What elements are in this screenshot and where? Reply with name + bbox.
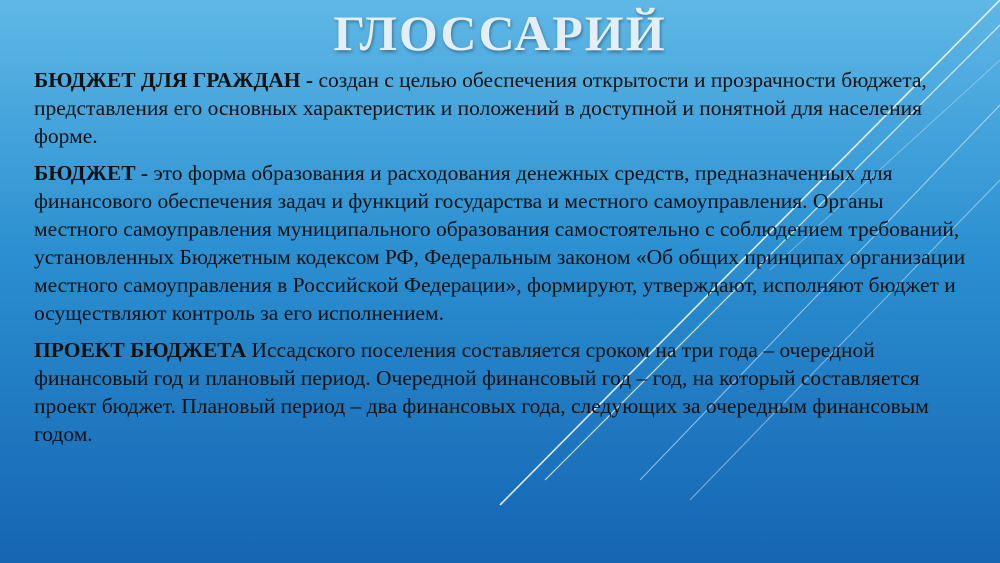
slide-title: ГЛОССАРИЙ [333, 5, 667, 61]
glossary-definition: Иссадского поселения составляется сроком на три года – очередной финансовый год и плановый период. Очередной финансовый год – год, на который составляется проект бюджет. Плановый период – два финансовых года, следующих за очередным финансовым годом. [34, 338, 929, 446]
glossary-term: БЮДЖЕТ ДЛЯ ГРАЖДАН - [34, 68, 314, 92]
glossary-body [34, 66, 969, 457]
glossary-term: ПРОЕКТ БЮДЖЕТА [34, 338, 247, 362]
glossary-term: БЮДЖЕТ - [34, 161, 149, 185]
glossary-definition: это форма образования и расходования денежных средств, предназначенных для финансового обеспечения задач и функций государства и местного самоуправления. Органы местного самоуправления муниципального образования самостоятельно с соблюдением требований, установленных Бюджетным кодексом РФ, Федеральным законом «Об общих принципах организации местного самоуправления в Российской Федерации», формируют, утверждают, исполняют бюджет и осуществляют контроль за его исполнением. [34, 161, 966, 325]
glossary-entry-budget-for-citizens [34, 66, 969, 150]
glossary-definition: создан с целью обеспечения открытости и прозрачности бюджета, представления его основных характеристик и положений в доступной и понятной для населения форме. [34, 68, 927, 148]
glossary-entry-budget [34, 159, 969, 327]
glossary-entry-draft-budget [34, 336, 969, 448]
